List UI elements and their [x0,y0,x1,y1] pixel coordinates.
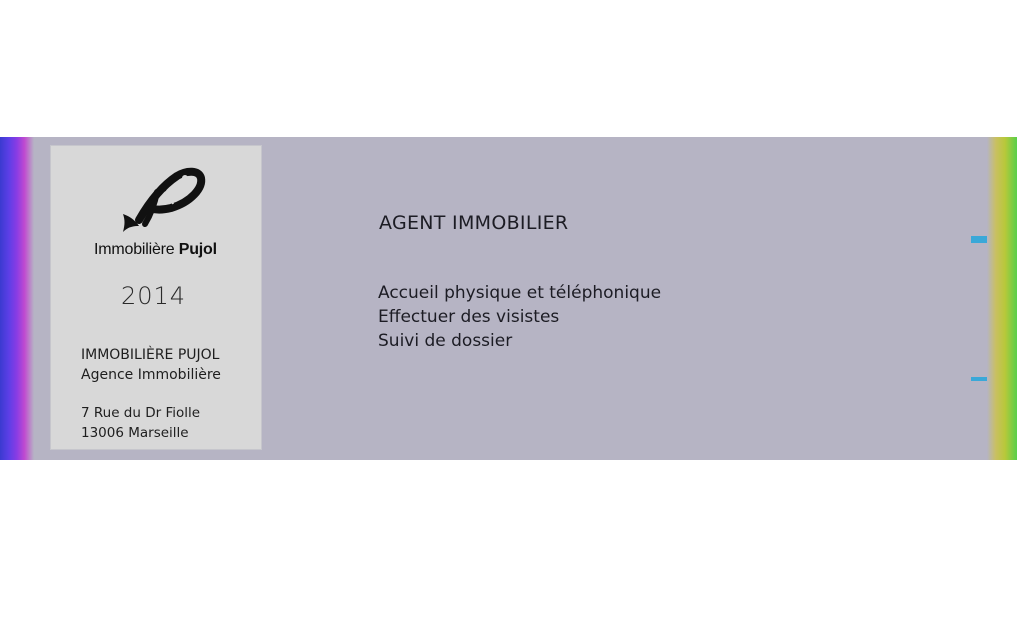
address-line-2: 13006 Marseille [81,425,189,441]
task-list [378,281,661,353]
fish-logo-icon [119,158,209,238]
task-item: Suivi de dossier [378,331,513,351]
right-color-edge [987,137,1017,460]
job-title: AGENT IMMOBILIER [379,212,569,234]
company-card [50,145,262,450]
left-color-edge [0,137,34,460]
address-line-1: 7 Rue du Dr Fiolle [81,405,201,421]
task-item: Effectuer des visistes [378,307,560,327]
logo-wordmark [94,241,217,259]
company-address [81,403,200,443]
company-type: Agence Immobilière [81,367,221,383]
right-tick-mark [971,236,987,243]
company-block [81,345,221,385]
company-name: IMMOBILIÈRE PUJOL [81,347,220,363]
logo-brand-bold: Pujol [178,241,217,258]
right-tick-mark [971,377,987,381]
logo-brand-plain: Immobilière [94,241,175,258]
experience-banner [0,137,1017,460]
task-item: Accueil physique et téléphonique [378,283,662,303]
employment-year: 2014 [121,282,187,310]
